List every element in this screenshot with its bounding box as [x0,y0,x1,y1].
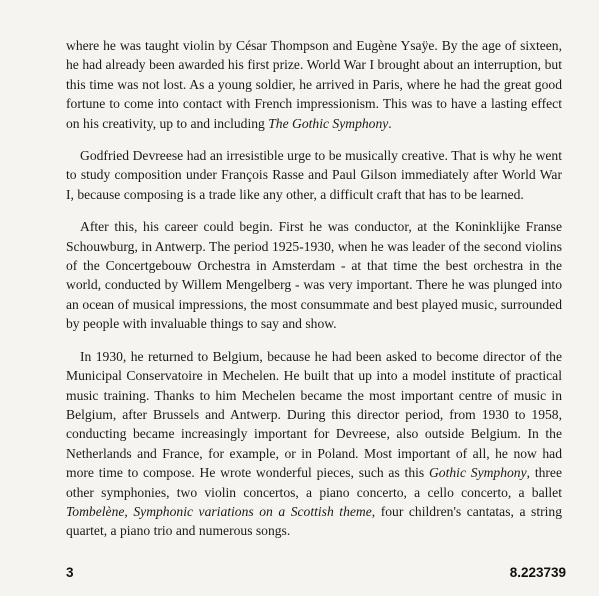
paragraph-3: After this, his career could begin. First he was conductor, at the Koninklijke Franse Schouwburg, in Antwerp. The period 1925-1930, when he was leader of the second violins of the Concertgebouw Orchestra in Amsterdam - at that time the best orchestra in the world, conducted by Willem Mengelberg - was very important. There he was plunged into an ocean of musical impressions, the most consummate and best played music, surrounded by people with invaluable things to say and show. [66,219,562,332]
body-text [66,36,562,554]
paragraph-2: Godfried Devreese had an irresistible urge to be musically creative. That is why he went to study composition under François Rasse and Paul Gilson immediately after World War I, because composing is a trade like any other, a difficult craft that has to be learned. [66,148,562,202]
paragraph-1: where he was taught violin by César Thompson and Eugène Ysaÿe. By the age of sixteen, he had already been awarded his first prize. World War I brought about an interruption, but this time was not lost. As a young soldier, he arrived in Paris, where he had the great good fortune to come into contact with French impressionism. This was to have a lasting effect on his creativity, up to and including The Gothic Symphony. [66,38,562,131]
page-number: 3 [66,565,74,580]
paragraph-4: In 1930, he returned to Belgium, because he had been asked to become director of the Municipal Conservatoire in Mechelen. He built that up into a model institute of practical music training. Thanks to him Mechelen became the most important centre of music in Belgium, after Brussels and Antwerp. During this director period, from 1930 to 1958, conducting became increasingly important for Devreese, also outside Belgium. In the Netherlands and France, for example, or in Poland. Most important of all, he now had more time to compose. He wrote wonderful pieces, such as this Gothic Symphony, three other symphonies, two violin concertos, a piano concerto, a cello concerto, a ballet Tombelène, Symphonic variations on a Scottish theme, four children's cantatas, a string quartet, a piano trio and numerous songs. [66,348,562,539]
catalog-number: 8.223739 [509,565,566,580]
